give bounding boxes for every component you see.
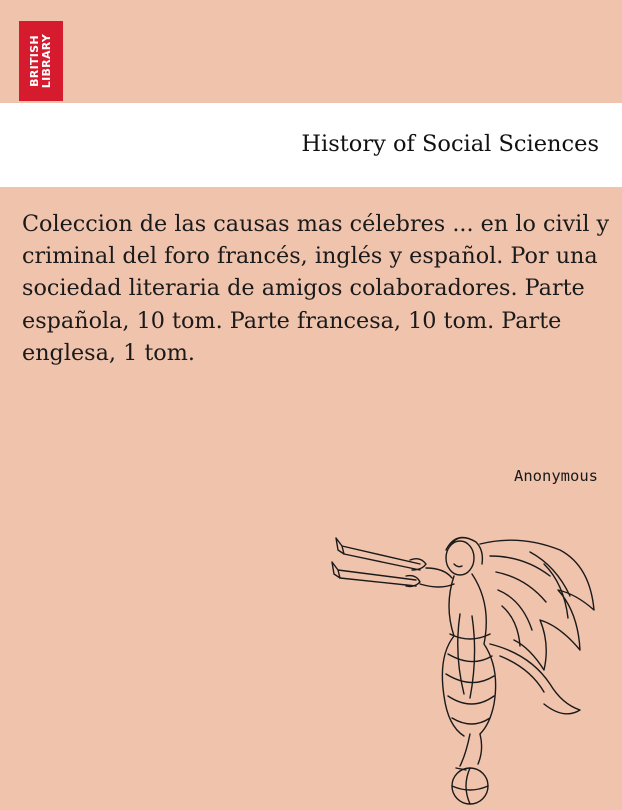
series-band: [0, 103, 622, 187]
british-library-logo: [19, 21, 63, 101]
book-title: Coleccion de las causas mas célebres ... en lo civil y criminal del foro francés, inglés y español. Por una sociedad literaria de amigos colaboradores. Parte española, 10 tom. Parte francesa, 10 tom. Parte englesa, 1 tom.: [22, 211, 610, 366]
trumpeting-angel-icon: [330, 524, 600, 809]
logo-line-british: BRITISH: [28, 35, 41, 87]
logo-line-library: LIBRARY: [40, 33, 53, 89]
series-title: History of Social Sciences: [301, 131, 599, 157]
book-author: Anonymous: [514, 467, 598, 485]
british-library-logo-text: [29, 34, 53, 88]
